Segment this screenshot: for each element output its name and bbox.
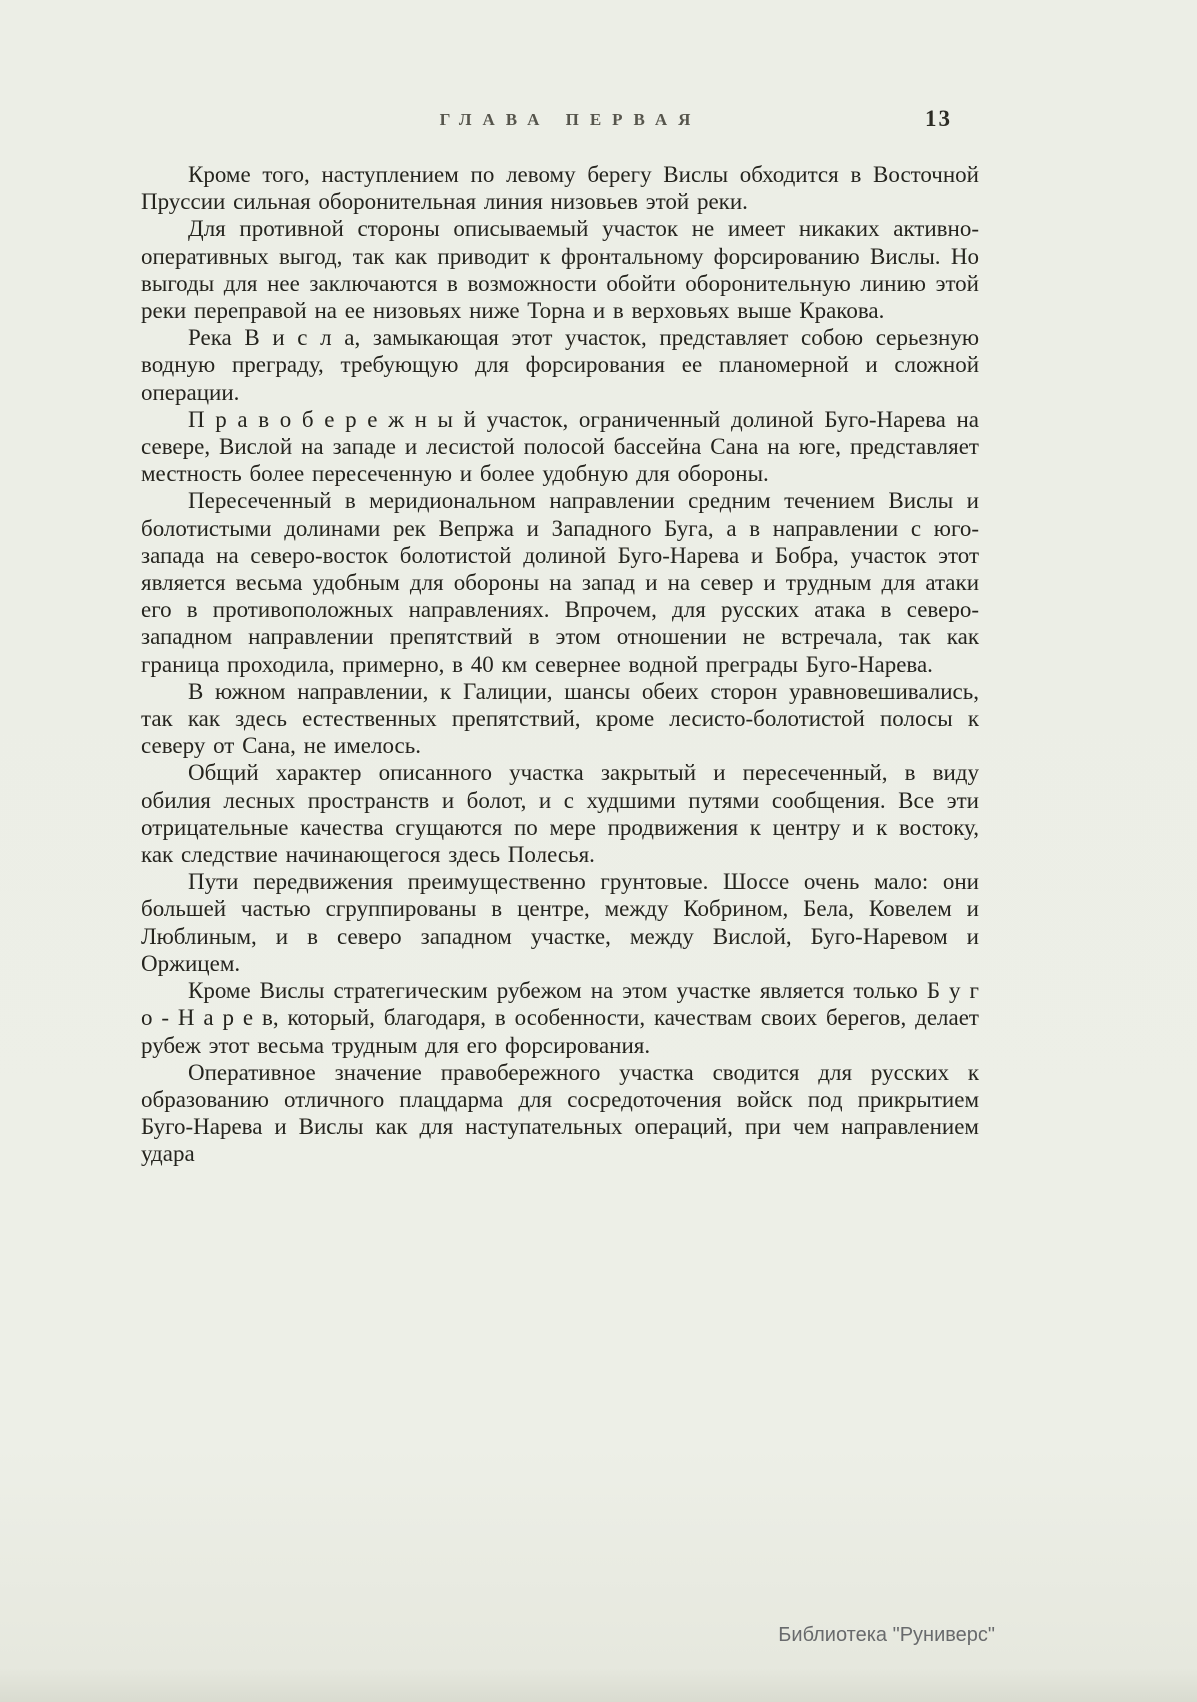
page-header [150,106,980,140]
paragraph: Пересеченный в меридиональном направлении средним течением Вислы и болотистыми долинами рек Вепржа и Западного Буга, а в направлении с юго-запада на северо-восток болотистой долиной Буго-Нарева и Бобра, участок этот является весьма удобным для обороны на запад и на север и трудным для атаки его в противоположных направлениях. Впрочем, для русских атака в северо-западном направлении препятствий в этом отношении не встречала, так как граница проходила, примерно, в 40 км севернее водной преграды Буго-Нарева. [141,488,979,677]
paragraph: Оперативное значение правобережного участка сводится для русских к образованию отличного плацдарма для сосредоточения войск под прикрытием Буго-Нарева и Вислы как для наступательных операций, при чем направлением удара [141,1059,979,1167]
paragraph: Кроме того, наступлением по левому берегу Вислы обходится в Восточной Пруссии сильная оборонительная линия низовьев этой реки. [141,162,979,215]
paragraph: Общий характер описанного участка закрытый и пересеченный, в виду обилия лесных пространств и болот, и с худшими путями сообщения. Все эти отрицательные качества сгущаются по мере продвижения к центру и к востоку, как следствие начинающегося здесь Полесья. [141,760,979,868]
body-text [141,161,979,1168]
paragraph: Река В и с л а, замыкающая этот участок, представляет собою серьезную водную преграду, требующую для форсирования ее планомерной и сложной операции. [141,325,979,405]
paragraph: Для противной стороны описываемый участок не имеет никаких активно-оперативных выгод, так как приводит к фронтальному форсированию Вислы. Но выгоды для нее заключаются в возможности обойти оборонительную линию этой реки переправой на ее низовьях ниже Торна и в верховьях выше Кракова. [141,216,979,324]
library-watermark: Библиотека "Руниверс" [778,1624,995,1646]
chapter-heading: ГЛАВА ПЕРВАЯ [439,110,702,129]
paragraph: Пути передвижения преимущественно грунтовые. Шоссе очень мало: они большей частью сгруппированы в центре, между Кобрином, Бела, Ковелем и Люблиным, и в северо западном участке, между Вислой, Буго-Наревом и Оржицем. [141,869,979,976]
page-number: 13 [925,106,952,131]
paragraph: В южном направлении, к Галиции, шансы обеих сторон уравновешивались, так как здесь естественных препятствий, кроме лесисто-болотистой полосы к северу от Сана, не имелось. [141,678,979,759]
paragraph: П р а в о б е р е ж н ы й участок, ограниченный долиной Буго-Нарева на севере, Вислой на западе и лесистой полосой бассейна Сана на юге, представляет местность более пересеченную и более удобную для обороны. [141,406,979,487]
paragraph: Кроме Вислы стратегическим рубежом на этом участке является только Б у г о - Н а р е в, который, благодаря, в особенности, качествам своих берегов, делает рубеж этот весьма трудным для его форсирования. [141,978,979,1058]
